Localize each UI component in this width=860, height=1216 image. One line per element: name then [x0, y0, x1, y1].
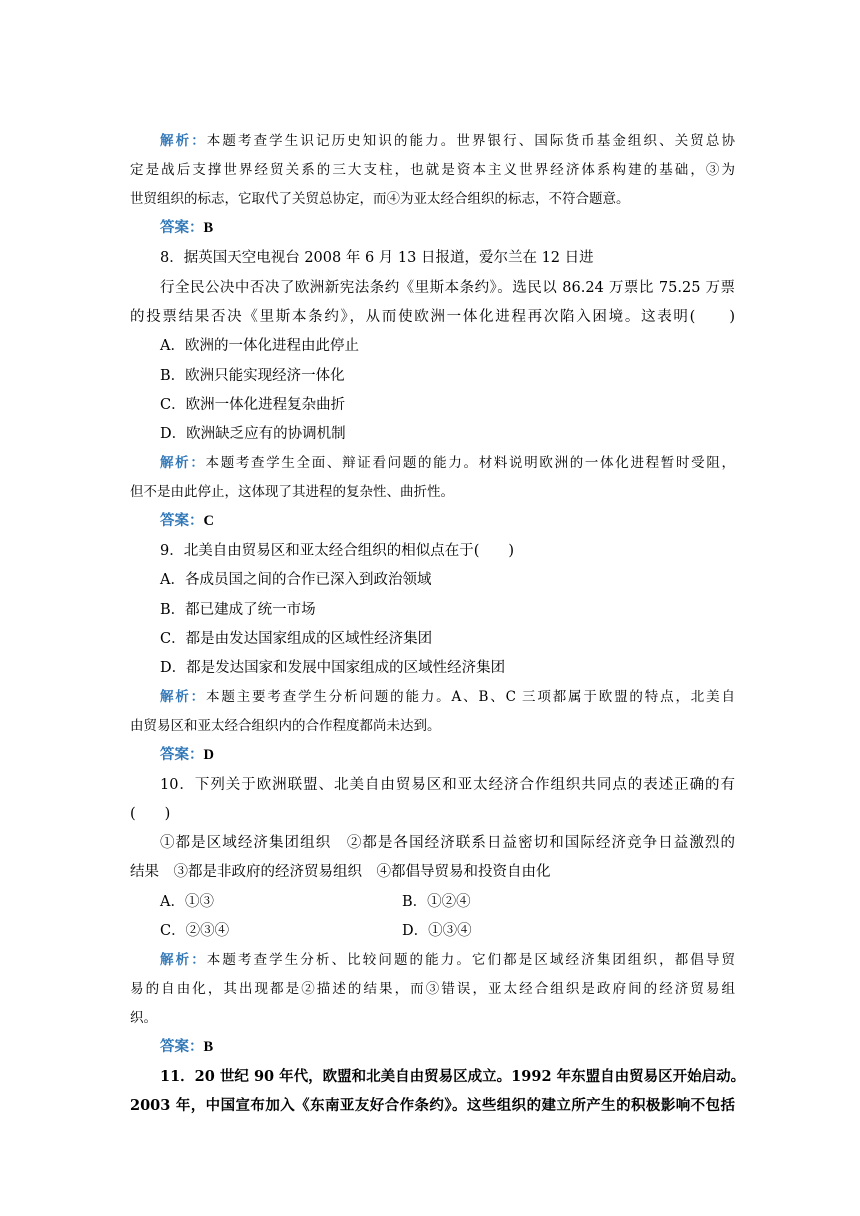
- q7-answer: [160, 218, 735, 238]
- q9-stem: 9．北美自由贸易区和亚太经合组织的相似点在于( ): [160, 543, 515, 559]
- q8-option-c: C．欧洲一体化进程复杂曲折: [160, 397, 346, 413]
- q8-stem-line-2: 行全民公决中否决了欧洲新宪法条约《里斯本条约》。选民以 86.24 万票比 75.25 万票: [160, 280, 735, 296]
- q10-option-a: A．①③: [160, 894, 214, 910]
- q10-items-line-1: ①都是区域经济集团组织 ②都是各国经济联系日益密切和国际经济竞争日益激烈的: [160, 835, 735, 851]
- q10-analysis-line-2: 易的自由化，其出现都是②描述的结果，而③错误，亚太经合组织是政府间的经济贸易组: [130, 981, 735, 997]
- q8-option-d: D．欧洲缺乏应有的协调机制: [160, 426, 346, 442]
- q8-option-a: A．欧洲的一体化进程由此停止: [160, 338, 359, 354]
- q10-option-c: C．②③④: [160, 923, 230, 939]
- answer-value: B: [203, 1039, 214, 1055]
- q8-analysis-line-1: [160, 453, 735, 473]
- q8-stem-line-1: 8．据英国天空电视台 2008 年 6 月 13 日报道，爱尔兰在 12 日进: [160, 250, 594, 266]
- q7-analysis-line-3: 世贸组织的标志，它取代了关贸总协定，而④为亚太经合组织的标志，不符合题意。: [130, 191, 630, 207]
- q9-analysis-line-2: 由贸易区和亚太经合组织内的合作程度都尚未达到。: [130, 718, 441, 734]
- q10-analysis-line-3: 织。: [130, 1010, 157, 1026]
- q10-option-d: D．①③④: [402, 923, 472, 939]
- analysis-label: 解析：: [160, 455, 206, 471]
- answer-label: 答案：: [160, 512, 204, 529]
- analysis-text: 本题考查学生全面、辩证看问题的能力。材料说明欧洲的一体化进程暂时受阻，: [205, 455, 736, 471]
- q10-answer: [160, 1037, 735, 1057]
- answer-label: 答案：: [160, 219, 204, 236]
- q10-option-b: B．①②④: [402, 894, 471, 910]
- q9-option-b: B．都已建成了统一市场: [160, 602, 316, 618]
- answer-label: 答案：: [160, 746, 204, 763]
- q7-analysis-line-1: [160, 131, 735, 151]
- q9-analysis-line-1: [160, 687, 735, 707]
- q8-answer: [160, 511, 735, 531]
- analysis-label: 解析：: [160, 133, 207, 149]
- answer-value: C: [203, 513, 214, 529]
- q10-stem-line-1: 10．下列关于欧洲联盟、北美自由贸易区和亚太经济合作组织共同点的表述正确的有: [160, 777, 735, 793]
- analysis-label: 解析：: [160, 952, 207, 968]
- q9-option-d: D．都是发达国家和发展中国家组成的区域性经济集团: [160, 660, 506, 676]
- q8-stem-line-3: 的投票结果否决《里斯本条约》，从而使欧洲一体化进程再次陷入困境。这表明( ): [130, 309, 735, 325]
- analysis-text: 本题考查学生分析、比较问题的能力。它们都是区域经济集团组织，都倡导贸: [206, 952, 736, 968]
- analysis-text: 本题考查学生识记历史知识的能力。世界银行、国际货币基金组织、关贸总协: [206, 133, 736, 149]
- q10-analysis-line-1: [160, 950, 735, 970]
- q9-option-c: C．都是由发达国家组成的区域性经济集团: [160, 631, 433, 647]
- answer-value: B: [203, 220, 214, 236]
- q11-stem-line-1: 11．20 世纪 90 年代，欧盟和北美自由贸易区成立。1992 年东盟自由贸易区开始启动。: [160, 1068, 746, 1085]
- q10-items-line-2: 结果 ③都是非政府的经济贸易组织 ④都倡导贸易和投资自由化: [130, 864, 551, 880]
- q9-answer: [160, 745, 735, 765]
- answer-value: D: [203, 747, 214, 763]
- analysis-label: 解析：: [160, 689, 207, 705]
- answer-label: 答案：: [160, 1038, 204, 1055]
- q8-analysis-line-2: 但不是由此停止，这体现了其进程的复杂性、曲折性。: [130, 484, 454, 500]
- q11-stem-line-2: 2003 年，中国宣布加入《东南亚友好合作条约》。这些组织的建立所产生的积极影响不包括: [130, 1097, 735, 1114]
- q7-analysis-line-2: 定是战后支撑世界经贸关系的三大支柱，也就是资本主义世界经济体系构建的基础，③为: [130, 162, 735, 178]
- q9-option-a: A．各成员国之间的合作已深入到政治领域: [160, 572, 432, 588]
- q8-option-b: B．欧洲只能实现经济一体化: [160, 368, 345, 384]
- analysis-text: 本题主要考查学生分析问题的能力。A、B、C 三项都属于欧盟的特点，北美自: [206, 689, 735, 705]
- q10-stem-line-2: ( ): [130, 806, 171, 822]
